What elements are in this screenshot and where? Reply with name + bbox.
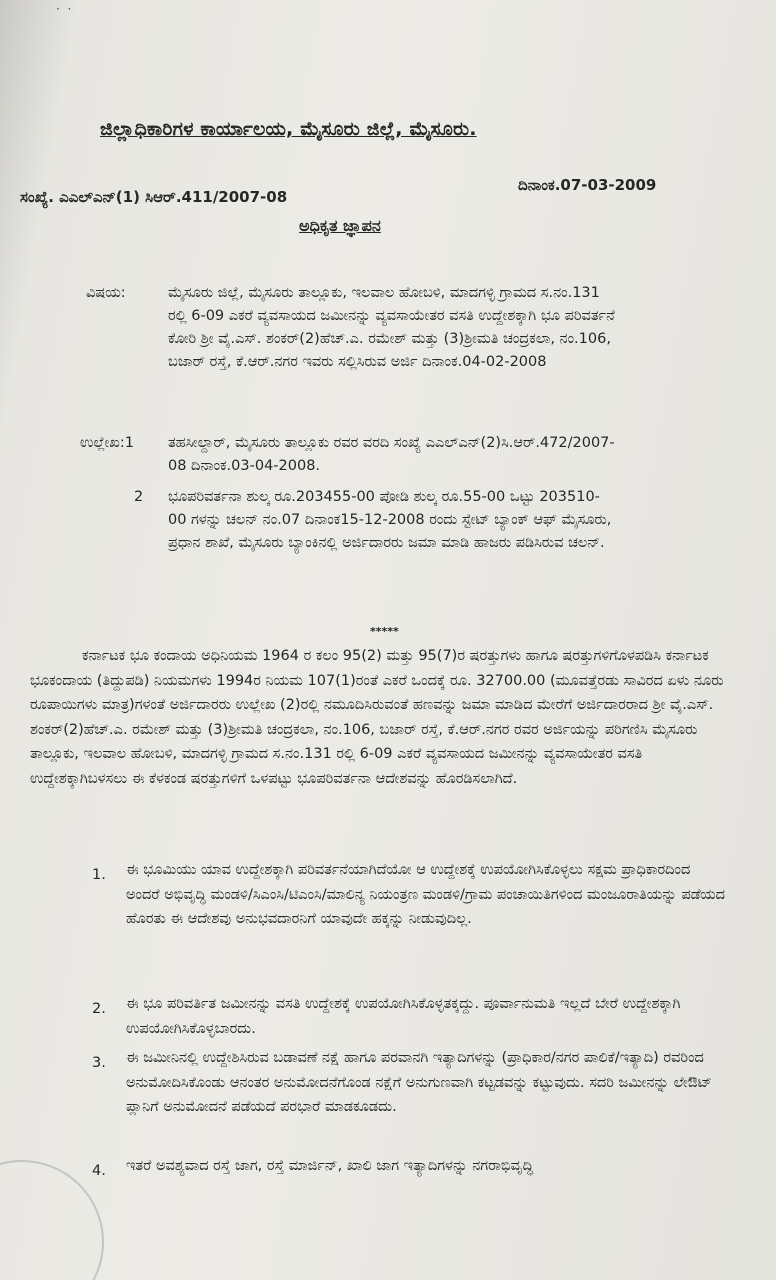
reference-label: ಉಲ್ಲೇಖ:1 xyxy=(80,435,134,451)
stamp-circle xyxy=(0,1160,104,1280)
subject-label: ವಿಷಯ: xyxy=(86,285,126,301)
condition-text: ಇತರೆ ಅವಶ್ಯವಾದ ರಸ್ತೆ ಜಾಗ, ರಸ್ತೆ ಮಾರ್ಜಿನ್, ಖಾಲಿ ಜಾಗ ಇತ್ಯಾದಿಗಳನ್ನು ನಗರಾಭಿವೃದ್ಧಿ xyxy=(126,1158,534,1174)
condition-number: 4. xyxy=(92,1163,106,1179)
reference-item-2-number: 2 xyxy=(134,489,144,505)
page-mark: · · xyxy=(56,2,72,16)
office-heading: ಜಿಲ್ಲಾಧಿಕಾರಿಗಳ ಕಾರ್ಯಾಲಯ, ಮೈಸೂರು ಜಿಲ್ಲೆ, ಮೈಸೂರು. xyxy=(100,118,477,140)
subject-text: ಮೈಸೂರು ಜಿಲ್ಲೆ, ಮೈಸೂರು ತಾಲ್ಲೂಕು, ಇಲವಾಲ ಹೋಬಳಿ, ಮಾದಗಳ್ಳಿ ಗ್ರಾಮದ ಸ.ನಂ.131 ರಲ್ಲಿ 6-09 ಎಕರೆ ವ್ಯವಸಾಯದ ಜಮೀನನ್ನು ವ್ಯವಸಾಯೇತರ ವಸತಿ ಉದ್ದೇಶಕ್ಕಾಗಿ ಭೂ ಪರಿವರ್ತನೆ ಕೋರಿ ಶ್ರೀ ವೈ.ಎಸ್. ಶಂಕರ್(2)ಹೆಚ್.ಎ. ರಮೇಶ್ ಮತ್ತು (3)ಶ್ರೀಮತಿ ಚಂದ್ರಕಲಾ, ನಂ.106, ಬಜಾರ್ ರಸ್ತೆ, ಕೆ.ಆರ್.ನಗರ ಇವರು ಸಲ್ಲಿಸಿರುವ ಅರ್ಜಿ ದಿನಾಂಕ.04-02-2008 xyxy=(168,285,615,370)
memo-title: ಅಧಿಕೃತ ಜ್ಞಾಪನ xyxy=(299,216,381,235)
separator: ***** xyxy=(370,625,399,638)
condition-number: 2. xyxy=(92,1001,106,1017)
condition-text: ಈ ಭೂಮಿಯು ಯಾವ ಉದ್ದೇಶಕ್ಕಾಗಿ ಪರಿವರ್ತನೆಯಾಗಿದೆಯೋ ಆ ಉದ್ದೇಶಕ್ಕೆ ಉಪಯೋಗಿಸಿಕೊಳ್ಳಲು ಸಕ್ಷಮ ಪ್ರಾಧಿಕಾರದಿಂದ ಅಂದರೆ ಅಭಿವೃದ್ಧಿ ಮಂಡಳಿ/ಸಿಎಂಸಿ/ಟಿಎಂಸಿ/ಮಾಲಿನ್ಯ ನಿಯಂತ್ರಣ ಮಂಡಳಿ/ಗ್ರಾಮ ಪಂಚಾಯಿತಿಗಳಿಂದ ಮಂಜೂರಾತಿಯನ್ನು ಪಡೆಯದ ಹೊರತು ಈ ಆದೇಶವು ಅನುಭವದಾರನಿಗೆ ಯಾವುದೇ ಹಕ್ಕನ್ನು ನೀಡುವುದಿಲ್ಲ. xyxy=(126,862,726,927)
condition-text: ಈ ಜಮೀನಿನಲ್ಲಿ ಉದ್ದೇಶಿಸಿರುವ ಬಡಾವಣೆ ನಕ್ಷೆ ಹಾಗೂ ಪರವಾನಗಿ ಇತ್ಯಾದಿಗಳನ್ನು (ಪ್ರಾಧಿಕಾರ/ನಗರ ಪಾಲಿಕೆ/ಇತ್ಯಾದಿ) ರವರಿಂದ ಅನುಮೋದಿಸಿಕೊಂಡು ಆನಂತರ ಅನುಮೋದನೆಗೊಂಡ ನಕ್ಷೆಗೆ ಅನುಗುಣವಾಗಿ ಕಟ್ಟಡವನ್ನು ಕಟ್ಟುವುದು. ಸದರಿ ಜಮೀನನ್ನು ಲೇಔಟ್ ಪ್ಲಾನಿಗೆ ಅನುಮೋದನೆ ಪಡೆಯದೆ ಪರಭಾರೆ ಮಾಡಕೂಡದು. xyxy=(126,1050,712,1115)
order-date: ದಿನಾಂಕ.07-03-2009 xyxy=(518,176,657,194)
condition-number: 3. xyxy=(92,1055,106,1071)
condition-number: 1. xyxy=(92,867,106,883)
reference-number: ಸಂಖ್ಯೆ. ಎಎಲ್ಎನ್(1) ಸಿಆರ್.411/2007-08 xyxy=(20,188,288,206)
order-paragraph: ಕರ್ನಾಟಕ ಭೂ ಕಂದಾಯ ಅಧಿನಿಯಮ 1964 ರ ಕಲಂ 95(2) ಮತ್ತು 95(7)ರ ಷರತ್ತುಗಳು ಹಾಗೂ ಷರತ್ತುಗಳಿಗೊಳಪಡಿಸಿ ಕರ್ನಾಟಕ ಭೂಕಂದಾಯ (ತಿದ್ದುಪಡಿ) ನಿಯಮಗಳು 1994ರ ನಿಯಮ 107(1)ರಂತೆ ಎಕರೆ ಒಂದಕ್ಕೆ ರೂ. 32700.00 (ಮೂವತ್ತೆರಡು ಸಾವಿರದ ಏಳು ನೂರು ರೂಪಾಯಿಗಳು ಮಾತ್ರ)ಗಳಂತೆ ಅರ್ಜಿದಾರರು ಉಲ್ಲೇಖ (2)ರಲ್ಲಿ ನಮೂದಿಸಿರುವಂತೆ ಹಣವನ್ನು ಜಮಾ ಮಾಡಿದ ಮೇರೆಗೆ ಅರ್ಜಿದಾರರಾದ ಶ್ರೀ ವೈ.ಎಸ್. ಶಂಕರ್(2)ಹೆಚ್.ಎ. ರಮೇಶ್ ಮತ್ತು (3)ಶ್ರೀಮತಿ ಚಂದ್ರಕಲಾ, ನಂ.106, ಬಜಾರ್ ರಸ್ತೆ, ಕೆ.ಆರ್.ನಗರ ರವರ ಅರ್ಜಿಯನ್ನು ಪರಿಗಣಿಸಿ ಮೈಸೂರು ತಾಲ್ಲೂಕು, ಇಲವಾಲ ಹೋಬಳಿ, ಮಾದಗಳ್ಳಿ ಗ್ರಾಮದ ಸ.ನಂ.131 ರಲ್ಲಿ 6-09 ಎಕರೆ ವ್ಯವಸಾಯದ ಜಮೀನನ್ನು ವ್ಯವಸಾಯೇತರ ವಸತಿ ಉದ್ದೇಶಕ್ಕಾಗಿಬಳಸಲು ಈ ಕೆಳಕಂಡ ಷರತ್ತುಗಳಿಗೆ ಒಳಪಟ್ಟು ಭೂಪರಿವರ್ತನಾ ಆದೇಶವನ್ನು ಹೊರಡಿಸಲಾಗಿದೆ. xyxy=(30,648,724,787)
reference-item-2: ಭೂಪರಿವರ್ತನಾ ಶುಲ್ಕ ರೂ.203455-00 ಪೋಡಿ ಶುಲ್ಕ ರೂ.55-00 ಒಟ್ಟು 203510-00 ಗಳನ್ನು ಚಲನ್ ನಂ.07 ದಿನಾಂಕ15-12-2008 ರಂದು ಸ್ಟೇಟ್ ಬ್ಯಾಂಕ್ ಆಫ್ ಮೈಸೂರು, ಪ್ರಧಾನ ಶಾಖೆ, ಮೈಸೂರು ಬ್ಯಾಂಕಿನಲ್ಲಿ ಅರ್ಜಿದಾರರು ಜಮಾ ಮಾಡಿ ಹಾಜರು ಪಡಿಸಿರುವ ಚಲನ್. xyxy=(168,489,612,551)
condition-text: ಈ ಭೂ ಪರಿವರ್ತಿತ ಜಮೀನನ್ನು ವಸತಿ ಉದ್ದೇಶಕ್ಕೆ ಉಪಯೋಗಿಸಿಕೊಳ್ಳತಕ್ಕದ್ದು. ಪೂರ್ವಾನುಮತಿ ಇಲ್ಲದೆ ಬೇರೆ ಉದ್ದೇಶಕ್ಕಾಗಿ ಉಪಯೋಗಿಸಿಕೊಳ್ಳಬಾರದು. xyxy=(126,996,681,1037)
reference-item-1: ತಹಸೀಲ್ದಾರ್, ಮೈಸೂರು ತಾಲ್ಲೂಕು ರವರ ವರದಿ ಸಂಖ್ಯೆ ಎಎಲ್ಎನ್(2)ಸಿ.ಆರ್.472/2007-08 ದಿನಾಂಕ.03-04-2008. xyxy=(168,435,615,474)
